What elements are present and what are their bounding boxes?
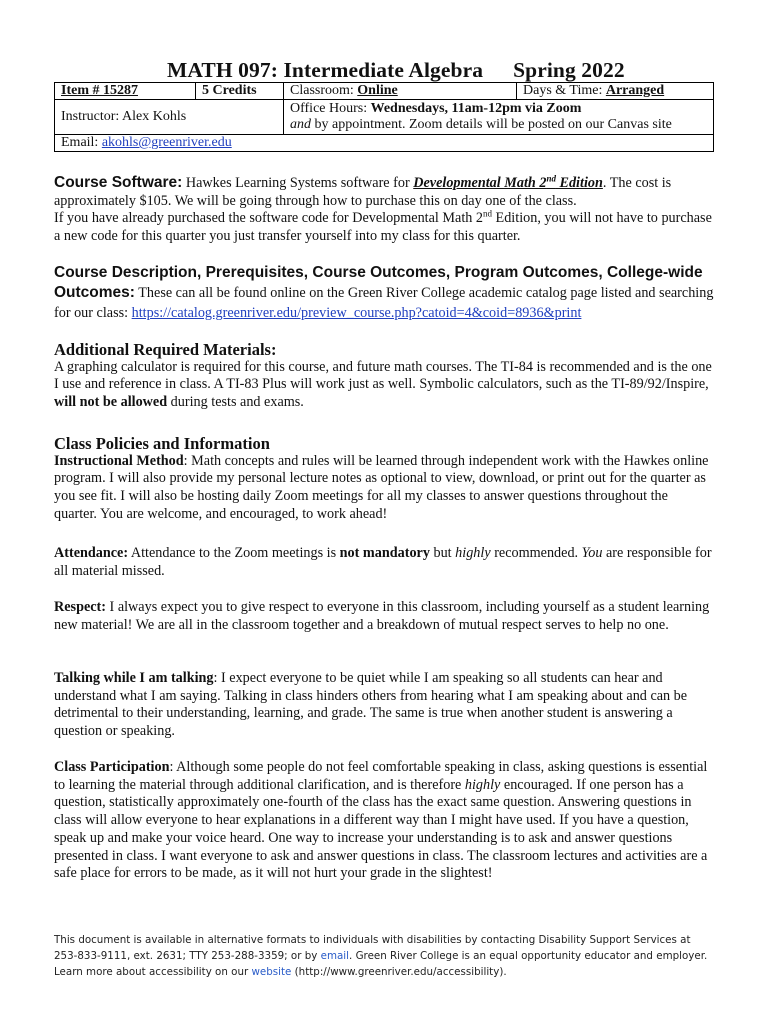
course-software-section: Course Software: Hawkes Learning Systems software for Developmental Math 2nd Edition. The cost is approximately $105. We will be going through how to purchase this on day one of the class. If you have already purchased the software code for Developmental Math 2nd Edition, you will not have to purchase a new code for this quarter you just transfer yourself into my class for this quarter. [54,173,712,245]
class-participation: Class Participation: Although some people do not feel comfortable speaking in class, asking questions is essential to learning the material through additional clarification, and is therefore highly encouraged. If one person has a question, statistically approximately one-fourth of the class has the exact same question. Answering questions in class will allow everyone to hear explanations in a different way than I might have used. If you have a question, speak up and make your voice heard. One way to increase your understanding is to ask and answer questions presented in class. I want everyone to ask and answer questions in class. The classroom lectures and activities are a safe place for errors to be made, as it will not hurt your grade in the slightest! [54,759,708,882]
item-number: Item # 15287 [55,83,196,100]
course-description-heading: Course Description, Prerequisites, Course Outcomes, Program Outcomes, College-wide Outcomes: [54,264,703,301]
office-hours: Office Hours: Wednesdays, 11am-12pm via Zoom and by appointment. Zoom details will be posted on our Canvas site [284,100,714,135]
classroom-value: Online [357,83,398,98]
materials-heading: Additional Required Materials: [54,340,277,359]
page-title [167,58,625,83]
instructor: Instructor: Alex Kohls [55,100,284,135]
course-software-heading: Course Software: [54,174,183,191]
policies-heading: Class Policies and Information [54,434,270,453]
course-description-section: Course Description, Prerequisites, Course Outcomes, Program Outcomes, College-wide Outcomes: These can all be found online on the Green River College academic catalog page listed and searching for our class: https://catalog.greenriver.edu/preview_course.php?catoid=4&coid=8936&print [54,264,714,321]
term: Spring 2022 [513,58,625,82]
talking-policy: Talking while I am talking: I expect everyone to be quiet while I am speaking so all students can hear and understand what I am saying. Talking in class hinders others from hearing what I am speaking about and can be detrimental to their understanding, learning, and grade. The same is true when another student is answering a question or speaking. [54,670,688,740]
accessibility-footer: This document is available in alternative formats to individuals with disabilities by contacting Disability Support Services at 253-833-9111, ext. 2631; TTY 253-288-3359; or by email. Green River College is an equal opportunity educator and employer. Learn more about accessibility on our website (http://www.greenriver.edu/accessibility). [54,934,708,978]
days-time-value: Arranged [605,83,665,98]
email-cell: Email: akohls@greenriver.edu [55,135,714,152]
catalog-link[interactable]: https://catalog.greenriver.edu/preview_course.php?catoid=4&coid=8936&print [131,305,582,321]
instructional-method: Instructional Method: Math concepts and rules will be learned through independent work with the Hawkes online program. I will also provide my personal lecture notes as optional to view, download, or print out for the quarter as you see fit. I will also be hosting daily Zoom meetings for all my classes to answer questions throughout the quarter. You are welcome, and encouraged, to work ahead! [54,452,709,522]
policies-section [54,435,714,524]
course-title: MATH 097: Intermediate Algebra [167,58,484,82]
respect: Respect: I always expect you to give respect to everyone in this classroom, including yourself as a student learning new material! We are all in the classroom together and a breakdown of mutual respect serves to help no one. [54,599,710,633]
classroom-cell: Classroom: Online [284,83,517,100]
course-info-table [54,82,714,152]
website-footer-link[interactable]: website [251,966,292,978]
email-link[interactable]: akohls@greenriver.edu [101,135,232,150]
email-footer-link[interactable]: email [320,950,350,962]
days-time-cell: Days & Time: Arranged [517,83,714,100]
materials-section: Additional Required Materials: A graphing calculator is required for this course, and future math courses. The TI-84 is recommended and is the one I use and reference in class. A TI-83 Plus will work just as well. Symbolic calculators, such as the TI-89/92/Inspire, will not be allowed during tests and exams. [54,341,714,412]
credits: 5 Credits [196,83,284,100]
attendance: Attendance: Attendance to the Zoom meetings is not mandatory but highly recommended. You are responsible for all material missed. [54,545,712,579]
